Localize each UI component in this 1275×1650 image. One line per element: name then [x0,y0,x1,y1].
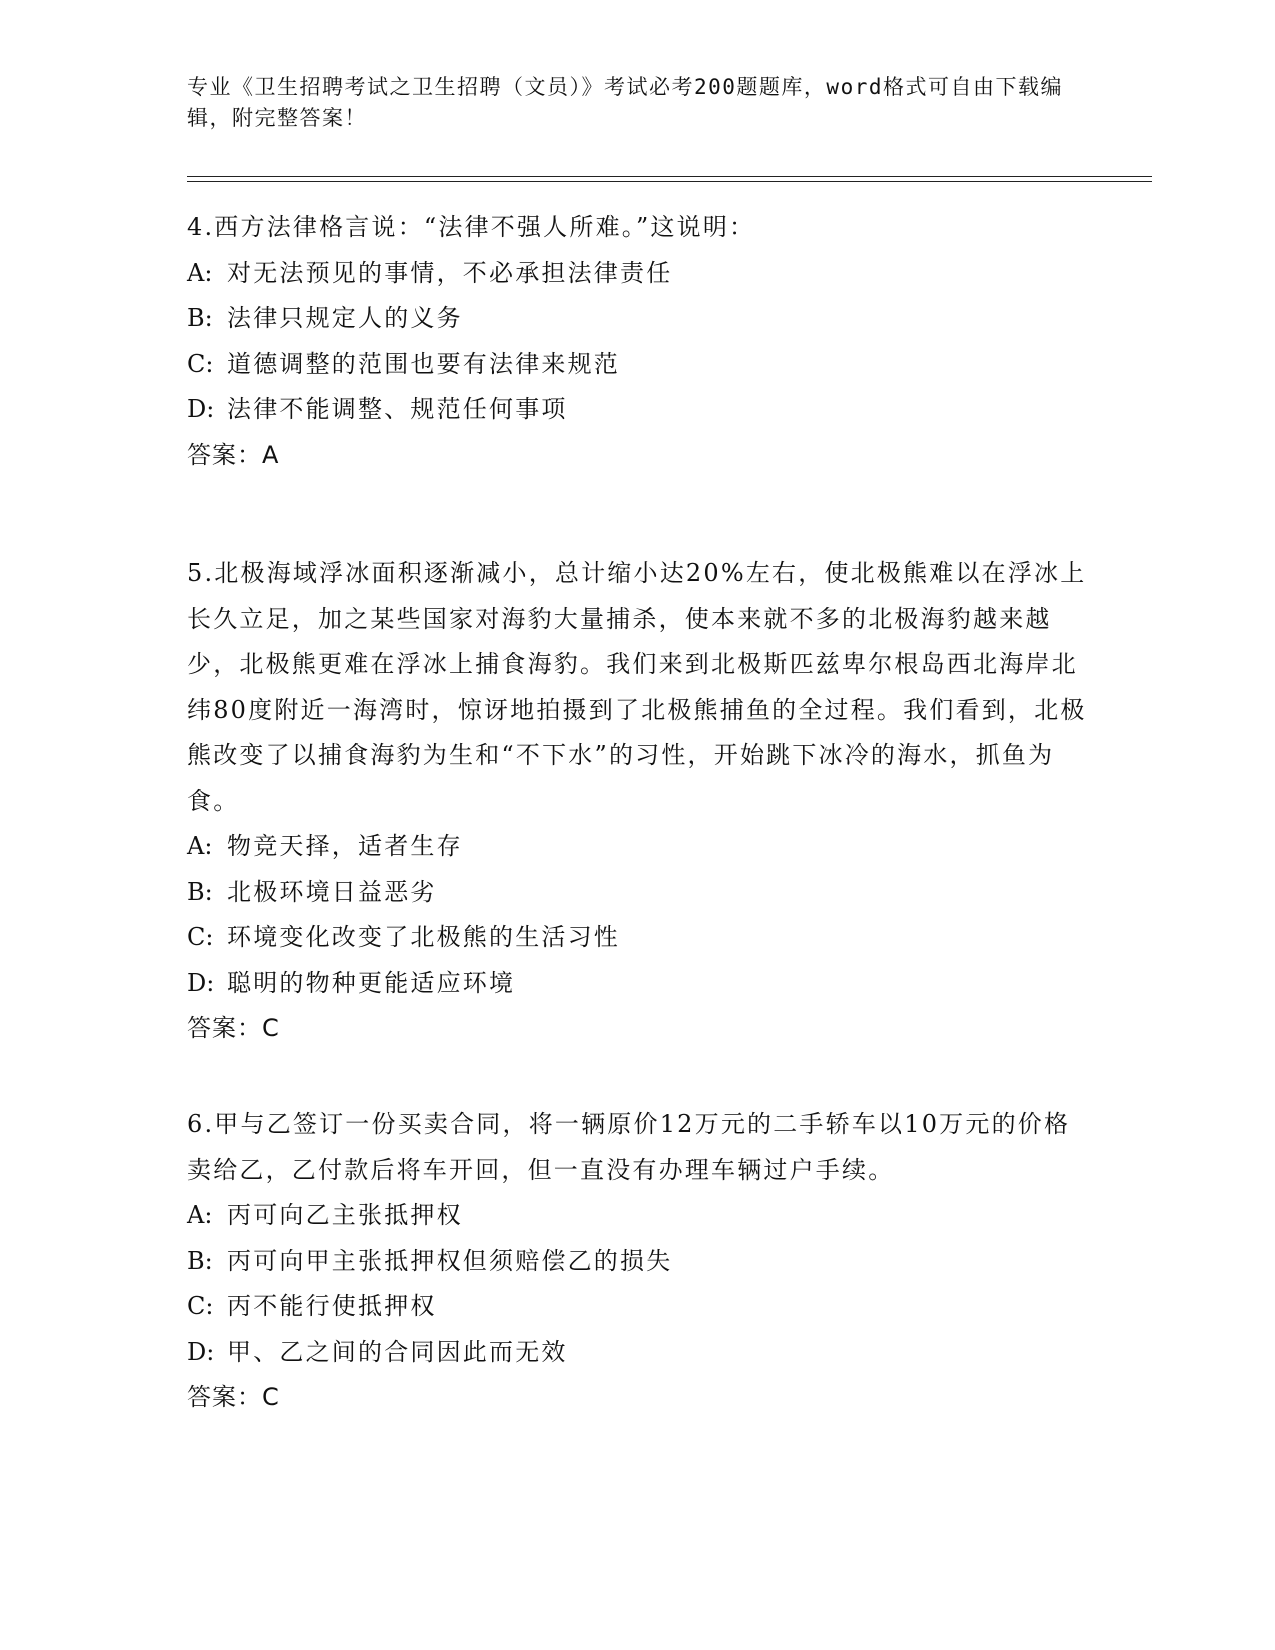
option-d [187,961,1087,1007]
option-text: 丙不能行使抵押权 [227,1292,437,1320]
question-stem: 5.北极海域浮冰面积逐渐减小，总计缩小达20%左右，使北极熊难以在浮冰上长久立足，加之某些国家对海豹大量捕杀，使本来就不多的北极海豹越来越少，北极熊更难在浮冰上捕食海豹。我们来到北极斯匹兹卑尔根岛西北海岸北纬80度附近一海湾时，惊讶地拍摄到了北极熊捕鱼的全过程。我们看到，北极熊改变了以捕食海豹为生和“不下水”的习性，开始跳下冰冷的海水，抓鱼为食。 [187,559,1087,815]
question-5 [187,551,1087,1052]
option-key: D: [187,395,215,423]
option-a [187,824,1087,870]
option-c [187,342,1087,388]
header-divider-bottom [187,181,1152,182]
option-d [187,387,1087,433]
option-key: A: [187,258,213,287]
option-key: B: [187,304,213,332]
option-c [187,1284,1087,1330]
option-b [187,296,1087,342]
option-text: 对无法预见的事情，不必承担法律责任 [227,258,673,287]
option-a [187,1193,1087,1239]
header-divider-top [187,176,1152,177]
option-text: 北极环境日益恶劣 [227,877,437,906]
question-stem: 4.西方法律格言说：“法律不强人所难。”这说明： [187,213,756,241]
option-c [187,915,1087,961]
option-key: C: [187,349,214,378]
option-b [187,1239,1087,1285]
option-a [187,251,1087,297]
option-text: 物竞天择，适者生存 [227,832,463,860]
document-header: 专业《卫生招聘考试之卫生招聘（文员）》考试必考200题题库，word格式可自由下载编辑，附完整答案！ [187,75,1063,130]
option-d [187,1330,1087,1376]
answer: 答案：C [187,1383,280,1411]
answer: 答案：C [187,1014,280,1042]
question-stem: 6.甲与乙签订一份买卖合同，将一辆原价12万元的二手轿车以10万元的价格卖给乙，乙付款后将车开回，但一直没有办理车辆过户手续。 [187,1110,1071,1184]
option-key: D: [187,968,215,997]
option-key: C: [187,1292,214,1320]
question-4 [187,205,1087,478]
option-text: 道德调整的范围也要有法律来规范 [227,349,620,378]
option-key: C: [187,923,214,951]
option-text: 甲、乙之间的合同因此而无效 [227,1337,568,1366]
option-text: 法律只规定人的义务 [227,304,463,332]
option-text: 聪明的物种更能适应环境 [227,968,516,997]
option-b [187,870,1087,916]
option-key: D: [187,1337,215,1366]
answer: 答案：A [187,440,280,469]
option-key: B: [187,1246,213,1275]
option-text: 法律不能调整、规范任何事项 [227,395,568,423]
question-6 [187,1102,1087,1421]
option-key: B: [187,877,213,906]
option-key: A: [187,1201,213,1229]
option-text: 丙可向甲主张抵押权但须赔偿乙的损失 [227,1246,673,1275]
option-text: 环境变化改变了北极熊的生活习性 [227,923,620,951]
option-text: 丙可向乙主张抵押权 [227,1201,463,1229]
option-key: A: [187,832,213,860]
